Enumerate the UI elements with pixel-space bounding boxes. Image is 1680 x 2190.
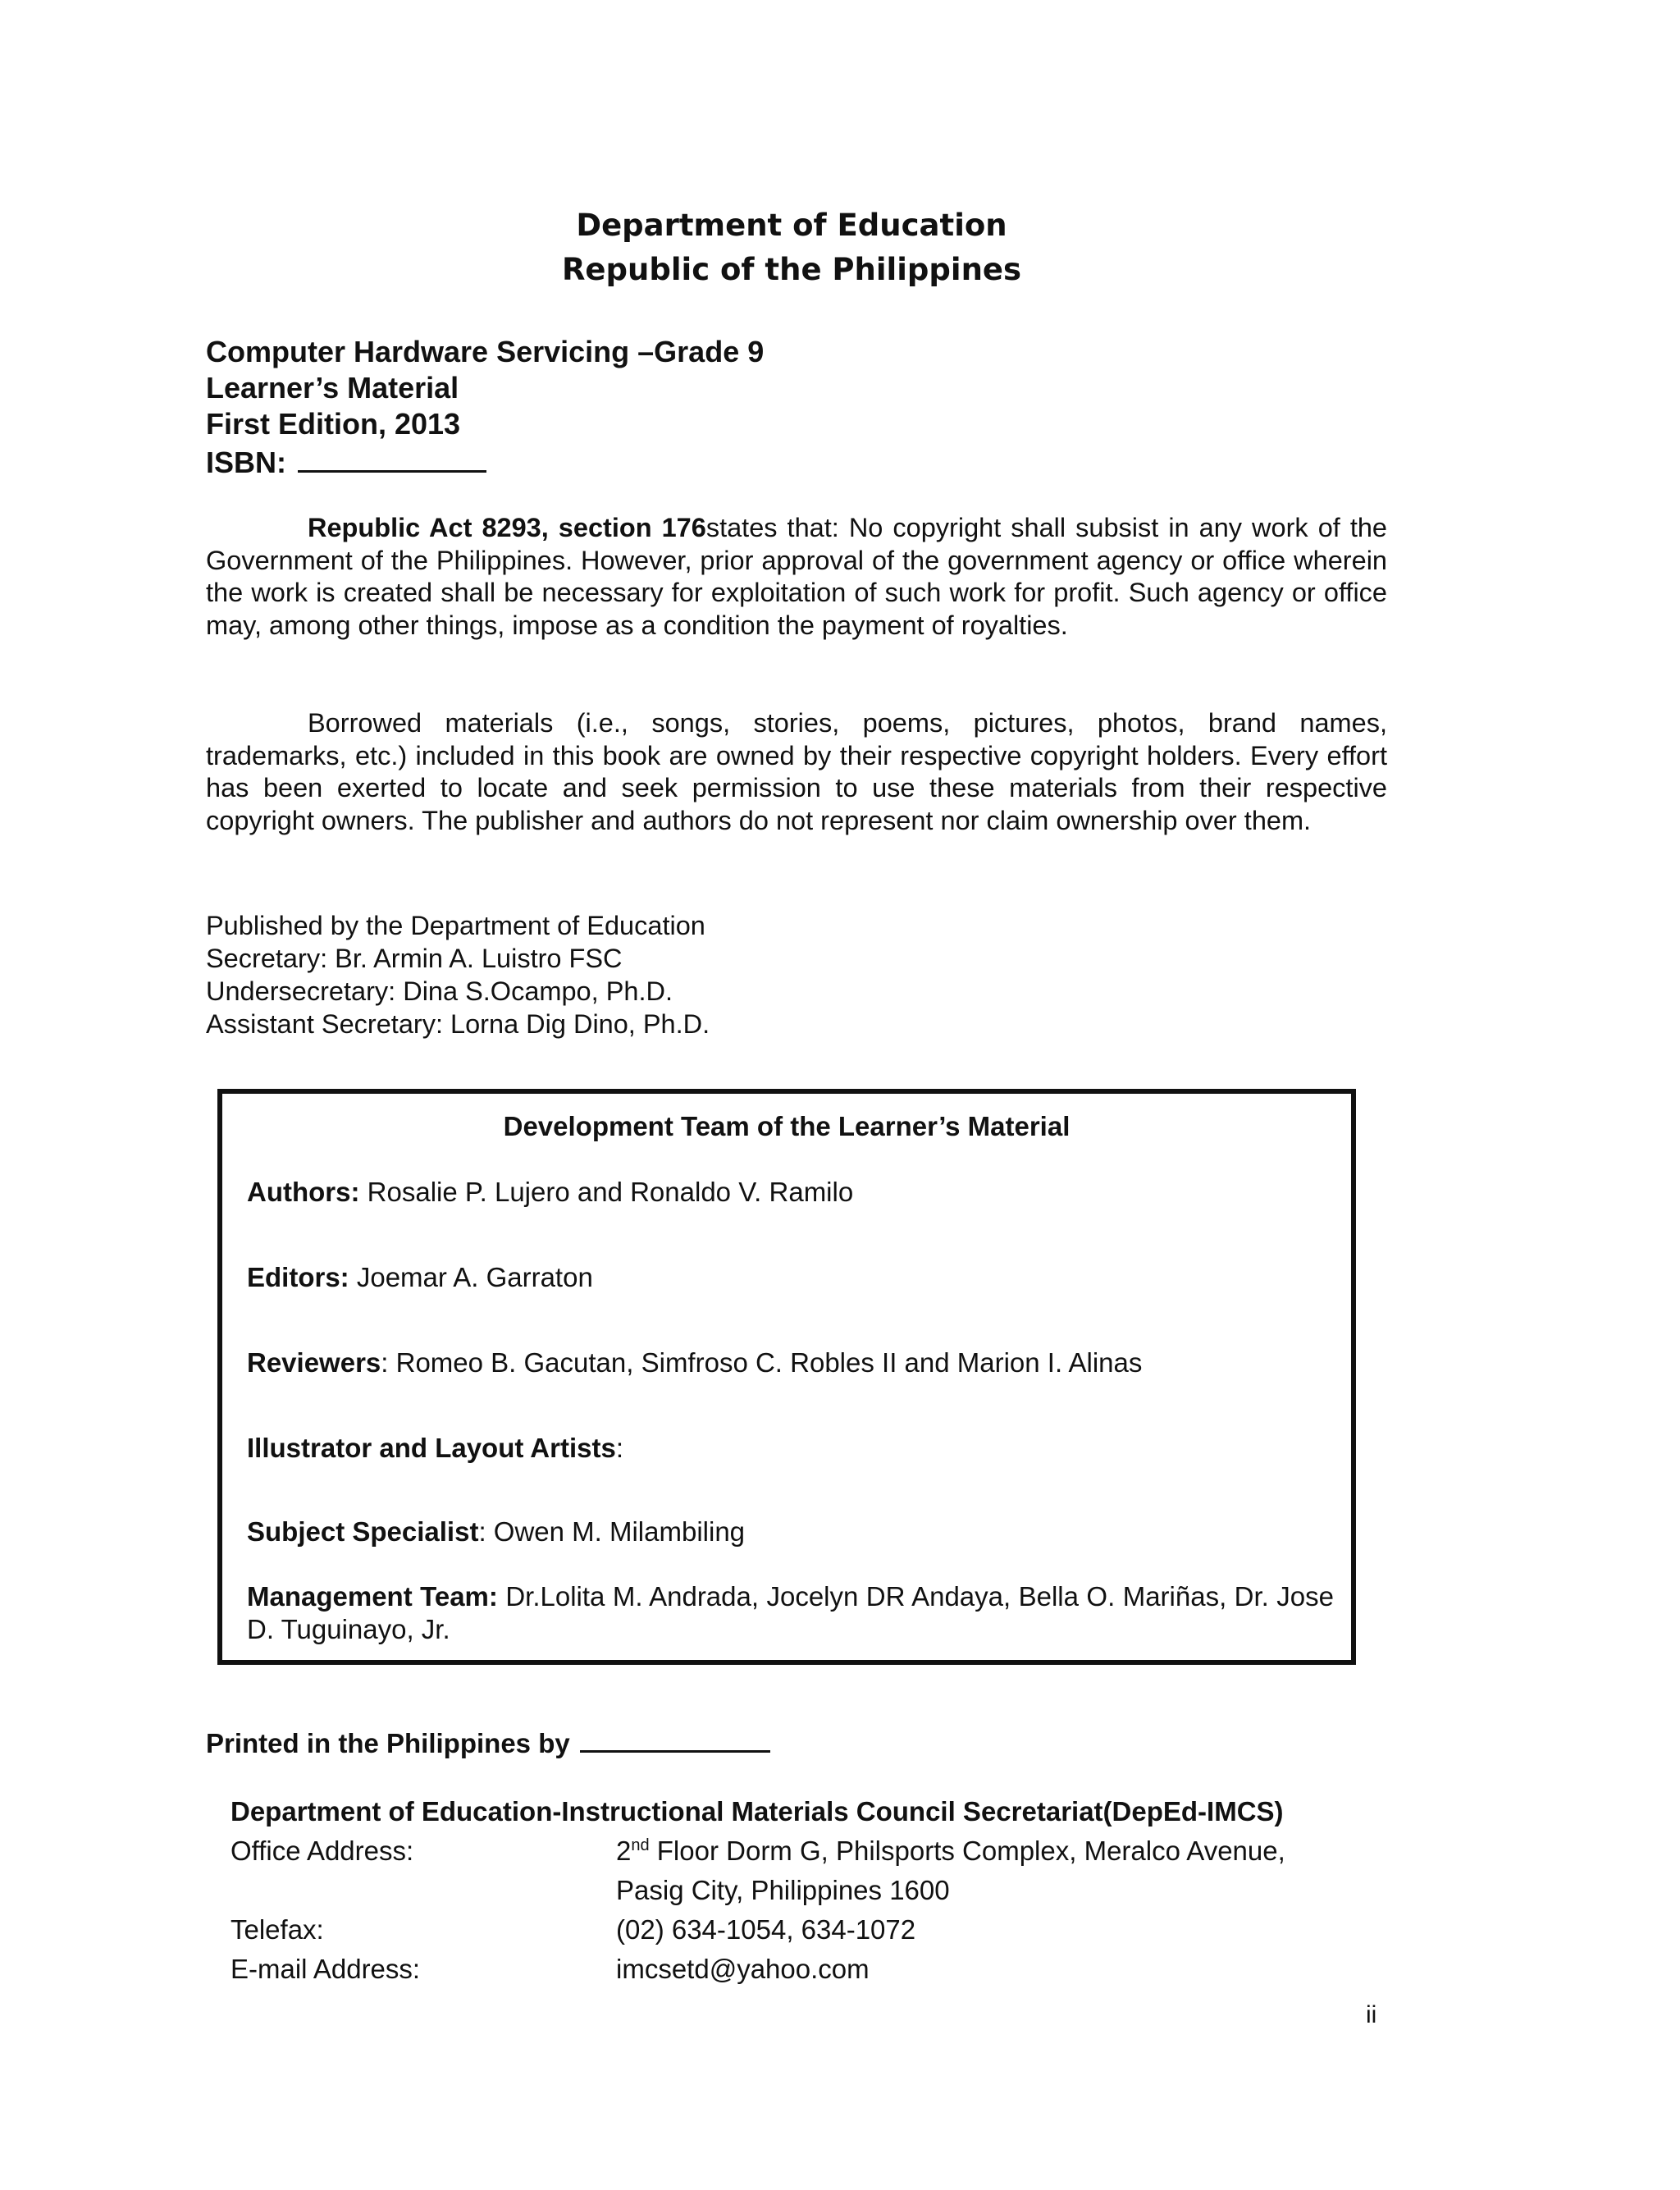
illustrator-entry	[247, 1432, 1334, 1465]
authors-label: Authors:	[247, 1177, 360, 1207]
floor-ordinal: nd	[631, 1836, 650, 1854]
office-title: Department of Education-Instructional Materials Council Secretariat(DepEd-IMCS)	[231, 1796, 1284, 1827]
document-header	[0, 203, 1583, 292]
reviewers-entry	[247, 1346, 1334, 1379]
printed-by-label: Printed in the Philippines by	[206, 1728, 570, 1758]
isbn	[206, 442, 764, 481]
header-department: Department of Education	[576, 208, 1007, 243]
illustrator-value: :	[615, 1433, 624, 1463]
published-by: Published by the Department of Education	[206, 911, 705, 940]
printed-by	[206, 1726, 770, 1760]
office-address-line2: Pasig City, Philippines 1600	[616, 1875, 950, 1905]
assistant-secretary: Assistant Secretary: Lorna Dig Dino, Ph.D.	[206, 1009, 710, 1039]
development-team-box	[217, 1089, 1356, 1665]
subject-specialist-label: Subject Specialist	[247, 1516, 479, 1547]
address-rest: Floor Dorm G, Philsports Complex, Meralco Avenue,	[649, 1836, 1285, 1866]
isbn-blank-line	[298, 442, 486, 473]
title-block	[206, 334, 764, 481]
course-title: Computer Hardware Servicing –Grade 9	[206, 335, 765, 368]
republic-act-reference: Republic Act 8293, section 176	[308, 513, 706, 542]
secretary: Secretary: Br. Armin A. Luistro FSC	[206, 944, 623, 973]
editors-value: Joemar A. Garraton	[349, 1262, 593, 1292]
authors-value: Rosalie P. Lujero and Ronaldo V. Ramilo	[359, 1177, 854, 1207]
floor-number: 2	[616, 1836, 632, 1866]
telefax-label: Telefax:	[231, 1914, 324, 1945]
copyright-text: states that: No copyright shall subsist in any work of the Government of the Philippines. However, prior approval of the government agency or office wherein the work is created shall be necessary for exploitation of such work for profit. Such agency or office may, among other things, impose as a condition the payment of royalties.	[206, 513, 1387, 640]
borrowed-materials-text: Borrowed materials (i.e., songs, stories, poems, pictures, photos, brand names, trademarks, etc.) included in this book are owned by their respective copyright holders. Every effort has been exerted to locate and seek permission to use these materials from their respective copyright owners. The publisher and authors do not represent nor claim ownership over them.	[206, 708, 1387, 835]
reviewers-value: : Romeo B. Gacutan, Simfroso C. Robles II and Marion I. Alinas	[381, 1347, 1143, 1378]
email-label: E-mail Address:	[231, 1954, 421, 1984]
material-type: Learner’s Material	[206, 371, 459, 405]
isbn-label: ISBN:	[206, 446, 286, 479]
header-republic: Republic of the Philippines	[561, 252, 1022, 287]
office-address-label: Office Address:	[231, 1836, 414, 1866]
email-value: imcsetd@yahoo.com	[616, 1954, 870, 1984]
undersecretary: Undersecretary: Dina S.Ocampo, Ph.D.	[206, 976, 673, 1006]
subject-specialist-value: : Owen M. Milambiling	[478, 1516, 746, 1547]
subject-specialist-entry	[247, 1516, 1334, 1548]
management-team-entry	[247, 1580, 1334, 1646]
editors-entry	[247, 1261, 1334, 1294]
publisher-info	[206, 909, 710, 1040]
illustrator-label: Illustrator and Layout Artists	[247, 1433, 616, 1463]
development-team-title: Development Team of the Learner’s Material	[503, 1111, 1071, 1141]
telefax-value: (02) 634-1054, 634-1072	[616, 1914, 916, 1945]
management-team-value: Dr.Lolita M. Andrada, Jocelyn DR Andaya, Bella O. Mariñas, Dr. Jose D. Tuguinayo, Jr.	[247, 1581, 1334, 1644]
page-number: ii	[1366, 2001, 1377, 2028]
edition: First Edition, 2013	[206, 407, 461, 441]
reviewers-label: Reviewers	[247, 1347, 381, 1378]
management-team-label: Management Team:	[247, 1581, 498, 1612]
printer-blank-line	[580, 1726, 770, 1753]
copyright-paragraph	[206, 512, 1387, 642]
office-address-line1	[616, 1835, 1285, 1868]
borrowed-materials-paragraph	[206, 707, 1387, 837]
editors-label: Editors:	[247, 1262, 349, 1292]
authors-entry	[247, 1176, 1334, 1209]
